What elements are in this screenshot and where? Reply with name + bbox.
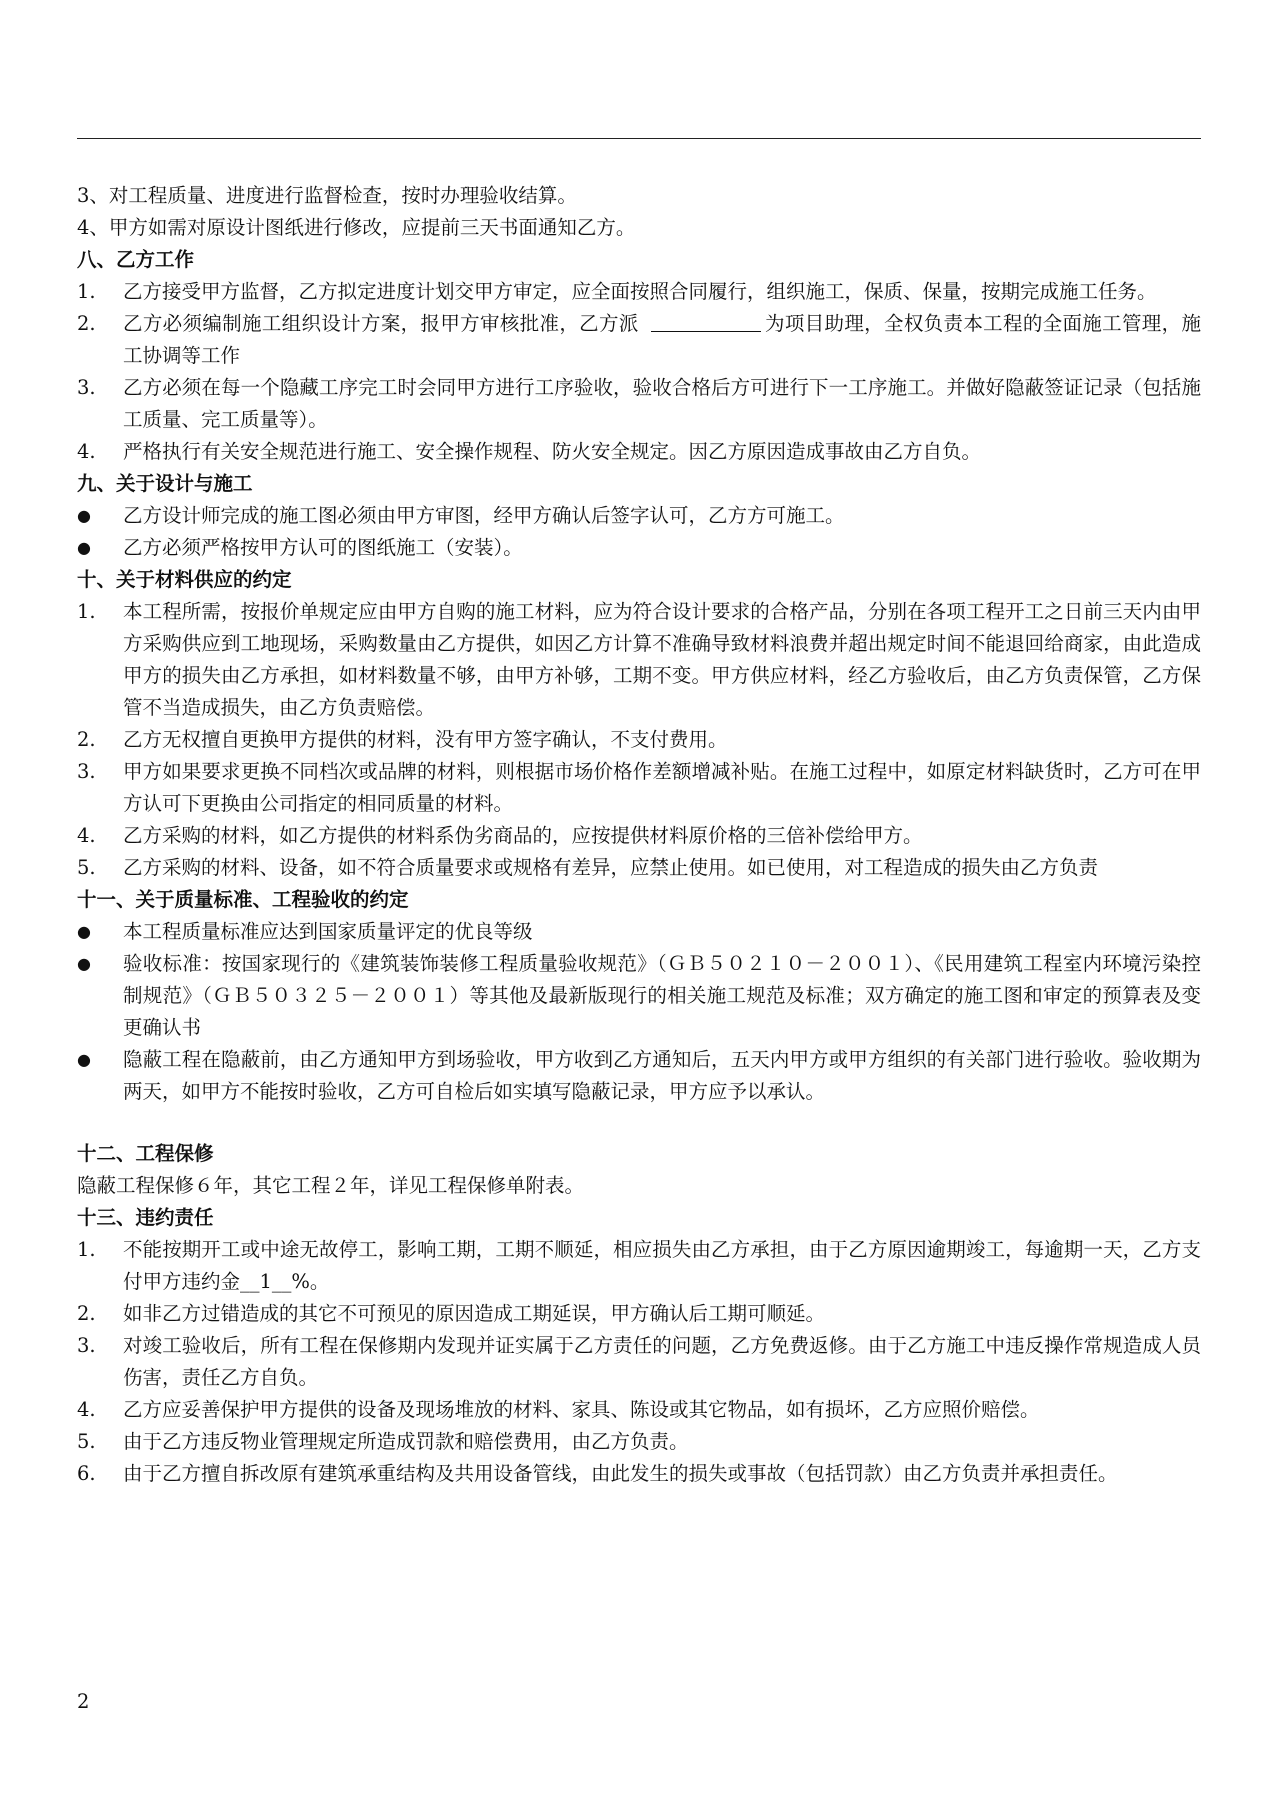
section-heading-12: 十二、工程保修 [77,1142,214,1165]
bullet-icon: ● [77,922,91,941]
list-number: 4. [77,440,96,463]
list-number: 6. [77,1462,96,1485]
bullet-item-text: 隐蔽工程在隐蔽前，由乙方通知甲方到场验收，甲方收到乙方通知后，五天内甲方或甲方组织的有关部门进行验收。验收期为两天，如甲方不能按时验收，乙方可自检后如实填写隐蔽记录，甲方应予以承认。 [123,1048,1201,1103]
list-item [77,276,1201,308]
list-item-text: 乙方无权擅自更换甲方提供的材料，没有甲方签字确认，不支付费用。 [123,728,728,751]
bullet-item-text: 乙方必须严格按甲方认可的图纸施工（安装）。 [123,536,523,559]
bullet-icon: ● [77,506,91,525]
warranty-text: 隐蔽工程保修６年，其它工程２年，详见工程保修单附表。 [77,1174,585,1197]
bullet-item [77,1044,1201,1108]
list-item [77,596,1201,724]
list-item-text: 不能按期开工或中途无故停工，影响工期，工期不顺延，相应损失由乙方承担，由于乙方原因逾期竣工，每逾期一天，乙方支付甲方违约金__1__%。 [123,1238,1201,1293]
list-item [77,1394,1201,1426]
list-item-text: 乙方采购的材料、设备，如不符合质量要求或规格有差异，应禁止使用。如已使用，对工程造成的损失由乙方负责 [123,856,1099,879]
list-number: 3. [77,1334,96,1357]
section-heading-8: 八、乙方工作 [77,248,195,271]
list-number: 5. [77,856,96,879]
section-heading-13: 十三、违约责任 [77,1206,214,1229]
list-item [77,1458,1201,1490]
list-number: 5. [77,1430,96,1453]
bullet-item [77,532,1201,564]
list-item [77,724,1201,756]
list-number: 1. [77,280,96,303]
list-item-text: 乙方采购的材料，如乙方提供的材料系伪劣商品的，应按提供材料原价格的三倍补偿给甲方。 [123,824,923,847]
list-item-text: 由于乙方违反物业管理规定所造成罚款和赔偿费用，由乙方负责。 [123,1430,689,1453]
bullet-icon: ● [77,954,91,973]
list-item-text: 对竣工验收后，所有工程在保修期内发现并证实属于乙方责任的问题，乙方免费返修。由于乙方施工中违反操作常规造成人员伤害，责任乙方自负。 [123,1334,1201,1389]
list-item [77,820,1201,852]
list-item [77,1298,1201,1330]
bullet-item-text: 本工程质量标准应达到国家质量评定的优良等级 [123,920,533,943]
section-heading-9: 九、关于设计与施工 [77,472,253,495]
list-number: 2. [77,728,96,751]
list-number: 3. [77,760,96,783]
list-item [77,1234,1201,1298]
header-rule [77,138,1201,139]
page-number: 2 [77,1690,90,1713]
bullet-item [77,500,1201,532]
list-item-text: 乙方必须在每一个隐藏工序完工时会同甲方进行工序验收，验收合格后方可进行下一工序施工。并做好隐蔽签证记录（包括施工质量、完工质量等）。 [123,376,1201,431]
list-item [77,1426,1201,1458]
list-item [77,1330,1201,1394]
list-item-text-before-blank: 乙方必须编制施工组织设计方案，报甲方审核批准，乙方派 [123,312,639,335]
list-item [77,852,1201,884]
list-number: 1. [77,600,96,623]
bullet-item-text: 验收标准：按国家现行的《建筑装饰装修工程质量验收规范》（ＧＢ５０２１０－２００１）、《民用建筑工程室内环境污染控制规范》（ＧＢ５０３２５－２００１）等其他及最新版现行的相关施工规范及标准；双方确定的施工图和审定的预算表及变更确认书 [123,952,1201,1039]
paragraph-line-4: 4、甲方如需对原设计图纸进行修改，应提前三天书面通知乙方。 [77,216,636,239]
list-item [77,308,1201,372]
bullet-icon: ● [77,538,91,557]
bullet-item [77,948,1201,1044]
list-item-text: 严格执行有关安全规范进行施工、安全操作规程、防火安全规定。因乙方原因造成事故由乙方自负。 [123,440,982,463]
paragraph-line-3: 3、对工程质量、进度进行监督检查，按时办理验收结算。 [77,184,577,207]
fill-in-blank [651,311,761,332]
list-item-text: 由于乙方擅自拆改原有建筑承重结构及共用设备管线，由此发生的损失或事故（包括罚款）由乙方负责并承担责任。 [123,1462,1118,1485]
list-number: 4. [77,1398,96,1421]
bullet-item [77,916,1201,948]
list-item-text: 甲方如果要求更换不同档次或品牌的材料，则根据市场价格作差额增减补贴。在施工过程中，如原定材料缺货时，乙方可在甲方认可下更换由公司指定的相同质量的材料。 [123,760,1201,815]
list-item-text-after-blank: 为项目助理，全权负责本工程的全面施工管理，施工协调等工作 [123,312,1201,367]
list-number: 3. [77,376,96,399]
list-item-text: 乙方应妥善保护甲方提供的设备及现场堆放的材料、家具、陈设或其它物品，如有损坏，乙方应照价赔偿。 [123,1398,1040,1421]
list-item [77,372,1201,436]
list-item [77,436,1201,468]
list-item-text: 如非乙方过错造成的其它不可预见的原因造成工期延误，甲方确认后工期可顺延。 [123,1302,826,1325]
list-item-text: 乙方接受甲方监督，乙方拟定进度计划交甲方审定，应全面按照合同履行，组织施工，保质、保量，按期完成施工任务。 [123,280,1157,303]
list-number: 4. [77,824,96,847]
section-heading-11: 十一、关于质量标准、工程验收的约定 [77,888,409,911]
list-number: 2. [77,312,96,335]
list-item-text: 本工程所需，按报价单规定应由甲方自购的施工材料，应为符合设计要求的合格产品，分别在各项工程开工之日前三天内由甲方采购供应到工地现场，采购数量由乙方提供，如因乙方计算不准确导致材料浪费并超出规定时间不能退回给商家，由此造成甲方的损失由乙方承担，如材料数量不够，由甲方补够，工期不变。甲方供应材料，经乙方验收后，由乙方负责保管，乙方保管不当造成损失，由乙方负责赔偿。 [123,600,1201,719]
list-number: 2. [77,1302,96,1325]
bullet-icon: ● [77,1050,91,1069]
document-body [77,180,1201,1490]
section-heading-10: 十、关于材料供应的约定 [77,568,292,591]
bullet-item-text: 乙方设计师完成的施工图必须由甲方审图，经甲方确认后签字认可，乙方方可施工。 [123,504,845,527]
section-spacer [77,1108,1201,1138]
list-number: 1. [77,1238,96,1261]
list-item [77,756,1201,820]
